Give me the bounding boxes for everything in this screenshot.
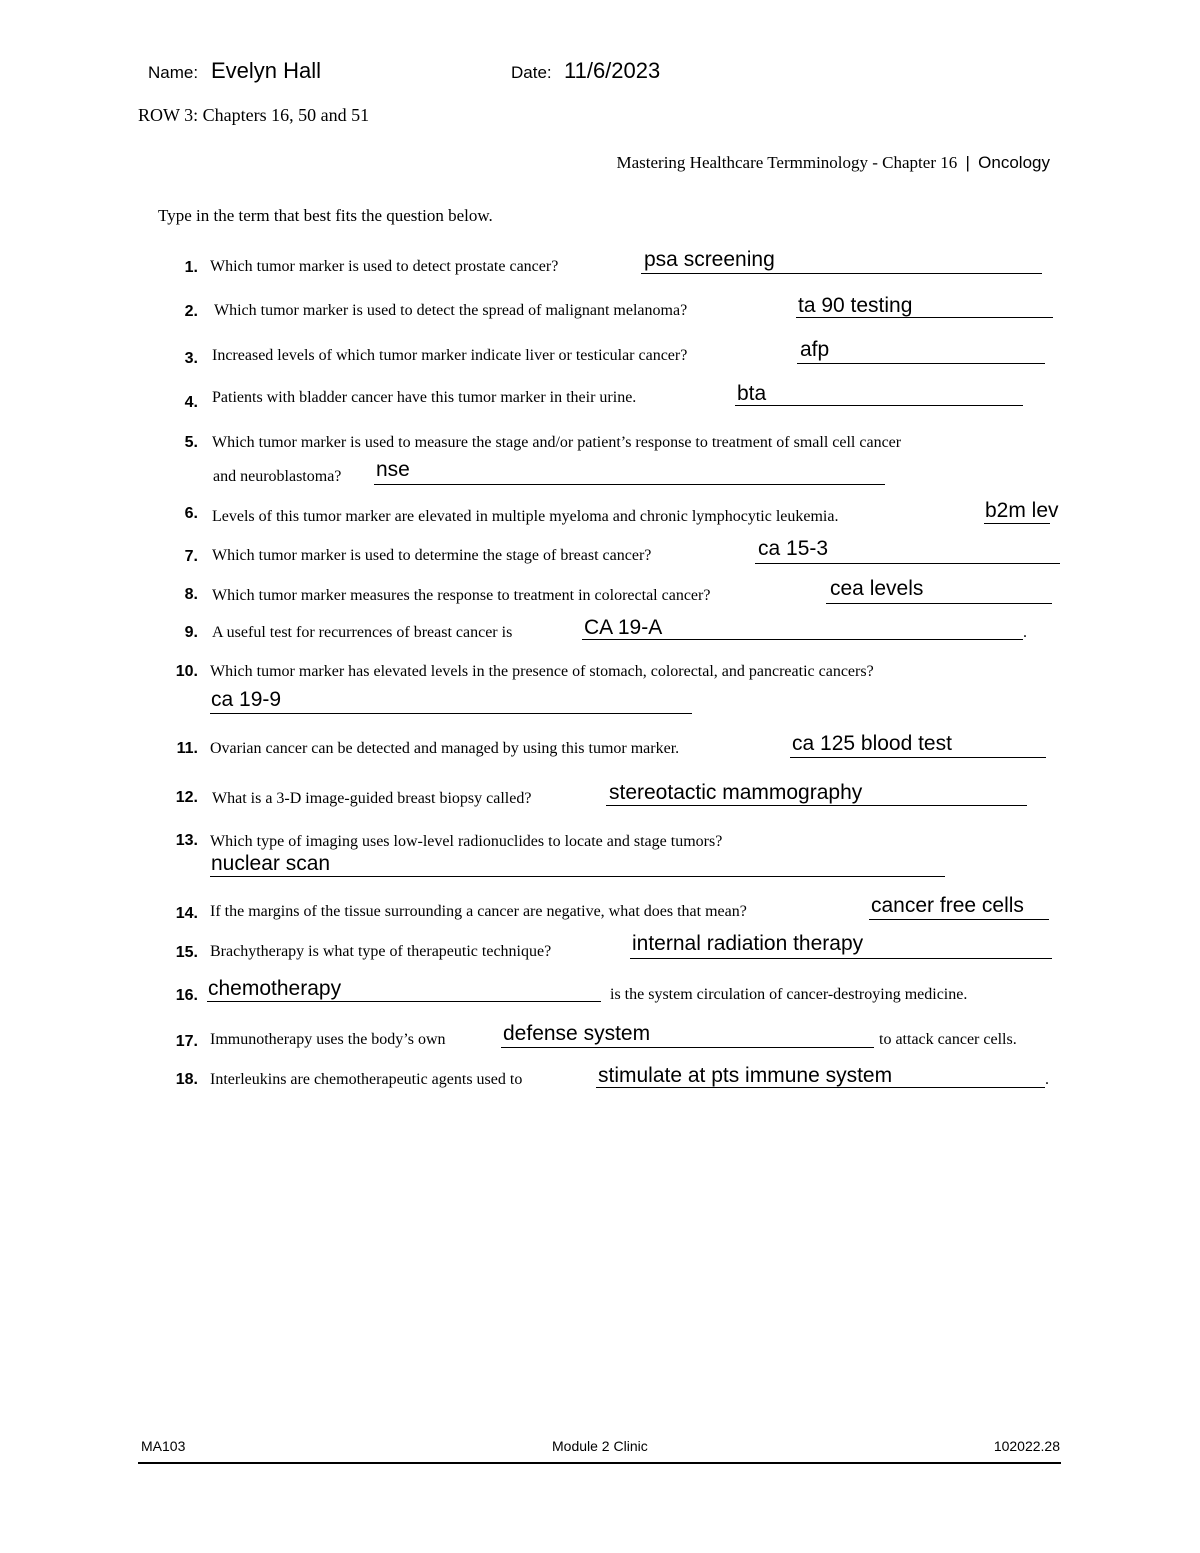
answer-field[interactable]: ca 125 blood test xyxy=(792,732,952,755)
topic-label: Oncology xyxy=(978,153,1050,172)
question-text: Which tumor marker is used to determine the stage of breast cancer? xyxy=(212,547,652,564)
question-text: Which tumor marker is used to measure the stage and/or patient’s response to treatment of small cell cancer xyxy=(212,434,902,451)
date-label: Date: xyxy=(511,63,552,82)
question-number: 5. xyxy=(184,434,198,451)
answer-field[interactable]: ta 90 testing xyxy=(798,294,913,317)
answer-suffix: is the system circulation of cancer-destroying medicine. xyxy=(610,986,968,1003)
answer-field[interactable]: bta xyxy=(737,382,767,405)
answer-suffix: to attack cancer cells. xyxy=(879,1031,1017,1048)
question-number: 10. xyxy=(175,663,198,680)
footer-module: Module 2 Clinic xyxy=(552,1438,648,1454)
answer-line xyxy=(641,273,1042,274)
question-number: 7. xyxy=(184,548,198,565)
question-number: 2. xyxy=(184,303,198,320)
question-number: 13. xyxy=(175,832,198,849)
answer-field[interactable]: stereotactic mammography xyxy=(609,781,863,804)
question-text: Which tumor marker has elevated levels in the presence of stomach, colorectal, and pancreatic cancers? xyxy=(210,663,874,680)
question-number: 4. xyxy=(184,394,198,411)
answer-line xyxy=(606,805,1027,806)
footer-version: 102022.28 xyxy=(993,1438,1060,1454)
question-number: 16. xyxy=(175,987,198,1004)
answer-field[interactable]: ca 19-9 xyxy=(211,688,282,711)
name-label: Name: xyxy=(148,63,199,82)
answer-field[interactable]: cea levels xyxy=(830,577,924,600)
answer-line xyxy=(630,958,1052,959)
answer-field[interactable]: ca 15-3 xyxy=(758,537,829,560)
answer-field[interactable]: psa screening xyxy=(644,248,775,271)
answer-field[interactable]: nuclear scan xyxy=(211,852,331,875)
answer-field[interactable]: nse xyxy=(376,458,410,481)
instructions: Type in the term that best fits the question below. xyxy=(158,206,493,225)
question-text: Which tumor marker is used to detect prostate cancer? xyxy=(210,258,559,275)
answer-field[interactable]: internal radiation therapy xyxy=(632,932,864,955)
question-text: Levels of this tumor marker are elevated in multiple myeloma and chronic lymphocytic leukemia. xyxy=(212,508,839,525)
answer-line xyxy=(207,1001,601,1002)
question-number: 12. xyxy=(175,789,198,806)
footer-course-code: MA103 xyxy=(141,1438,186,1454)
question-text: What is a 3-D image-guided breast biopsy called? xyxy=(212,790,532,807)
answer-line xyxy=(755,563,1060,564)
question-text: Ovarian cancer can be detected and managed by using this tumor marker. xyxy=(210,740,680,757)
answer-field[interactable]: b2m lev xyxy=(985,499,1059,522)
answer-field[interactable]: cancer free cells xyxy=(871,894,1024,917)
answer-field[interactable]: CA 19-A xyxy=(584,616,663,639)
question-text: If the margins of the tissue surrounding a cancer are negative, what does that mean? xyxy=(210,903,747,920)
question-text: Immunotherapy uses the body’s own xyxy=(210,1031,446,1048)
course-header xyxy=(616,153,1050,173)
header-separator: | xyxy=(965,153,970,172)
course-title: Mastering Healthcare Termminology - Chapter 16 xyxy=(616,153,958,172)
question-number: 18. xyxy=(175,1071,198,1088)
answer-suffix: . xyxy=(1045,1071,1049,1088)
answer-line xyxy=(984,523,1050,524)
question-number: 14. xyxy=(175,905,198,922)
question-text: A useful test for recurrences of breast cancer is xyxy=(212,624,513,641)
question-text: Increased levels of which tumor marker indicate liver or testicular cancer? xyxy=(212,347,688,364)
question-text: Which tumor marker measures the response to treatment in colorectal cancer? xyxy=(212,587,711,604)
answer-line xyxy=(210,876,945,877)
answer-field[interactable]: stimulate at pts immune system xyxy=(598,1064,893,1087)
answer-line xyxy=(869,919,1049,920)
footer-rule xyxy=(138,1462,1061,1464)
question-text: Patients with bladder cancer have this tumor marker in their urine. xyxy=(212,389,637,406)
answer-line xyxy=(210,713,692,714)
question-text: Brachytherapy is what type of therapeutic technique? xyxy=(210,943,552,960)
question-text-continued: and neuroblastoma? xyxy=(213,468,342,485)
answer-field[interactable]: afp xyxy=(800,338,830,361)
answer-suffix: . xyxy=(1023,624,1027,641)
question-number: 8. xyxy=(184,586,198,603)
answer-line xyxy=(735,405,1023,406)
question-number: 9. xyxy=(184,624,198,641)
answer-line xyxy=(790,757,1046,758)
row-heading: ROW 3: Chapters 16, 50 and 51 xyxy=(138,105,370,125)
question-number: 15. xyxy=(175,944,198,961)
name-value[interactable]: Evelyn Hall xyxy=(211,58,322,83)
answer-line xyxy=(501,1047,874,1048)
question-number: 3. xyxy=(184,350,198,367)
question-number: 11. xyxy=(176,740,198,757)
question-number: 17. xyxy=(175,1033,198,1050)
question-number: 6. xyxy=(184,505,198,522)
answer-field[interactable]: chemotherapy xyxy=(208,977,342,1000)
question-text: Which type of imaging uses low-level radionuclides to locate and stage tumors? xyxy=(210,833,723,850)
question-text: Which tumor marker is used to detect the spread of malignant melanoma? xyxy=(214,302,688,319)
answer-line xyxy=(797,363,1045,364)
date-value[interactable]: 11/6/2023 xyxy=(564,58,661,83)
answer-field[interactable]: defense system xyxy=(503,1022,651,1045)
answer-line xyxy=(826,603,1052,604)
answer-line xyxy=(374,484,885,485)
question-text: Interleukins are chemotherapeutic agents used to xyxy=(210,1071,523,1088)
question-number: 1. xyxy=(184,259,198,276)
